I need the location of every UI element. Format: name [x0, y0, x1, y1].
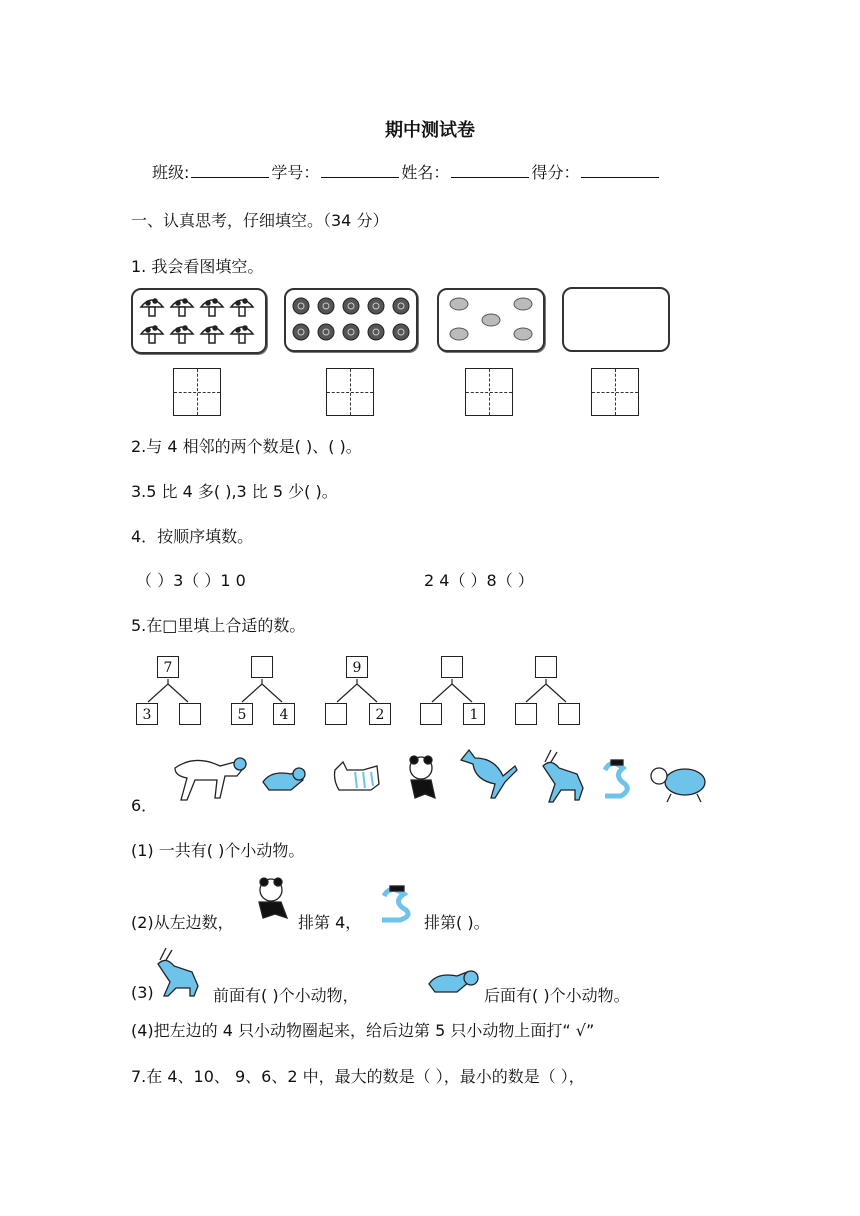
header-fields — [152, 160, 661, 183]
id-label: 学号： — [271, 163, 320, 182]
bond-1-top[interactable]: 7 — [157, 656, 179, 678]
turtle-icon — [651, 768, 705, 802]
answer-grid-3[interactable] — [465, 368, 513, 416]
panda-icon — [410, 756, 435, 798]
bond-1-left[interactable]: 3 — [136, 703, 158, 725]
bond-2-right[interactable]: 4 — [273, 703, 295, 725]
bond-5-right[interactable] — [558, 703, 580, 725]
question-6-4: (4)把左边的 4 只小动物圈起来，给后边第 5 只小动物上面打“ √” — [131, 1021, 595, 1040]
deer-icon — [152, 946, 210, 998]
bond-3-right[interactable]: 2 — [369, 703, 391, 725]
question-1: 1. 我会看图填空。 — [131, 257, 264, 276]
snake-icon — [378, 884, 422, 924]
score-label: 得分： — [531, 163, 580, 182]
bond-2-top[interactable] — [251, 656, 273, 678]
question-4-title: 4．按顺序填数。 — [131, 527, 254, 546]
question-6-1: (1) 一共有( )个小动物。 — [131, 841, 305, 860]
question-5-title: 5.在□里填上合适的数。 — [131, 616, 306, 635]
question-6-label: 6． — [131, 796, 158, 815]
question-6-3-middle: 前面有( )个小动物， — [213, 986, 359, 1005]
question-6-3-suffix: 后面有( )个小动物。 — [484, 986, 630, 1005]
class-blank[interactable] — [191, 161, 269, 178]
panda-icon — [253, 876, 293, 922]
answer-grid-2[interactable] — [326, 368, 374, 416]
bond-4-right[interactable]: 1 — [463, 703, 485, 725]
page-title: 期中测试卷 — [385, 120, 475, 141]
rose-icon — [286, 290, 416, 350]
deer-icon — [543, 750, 583, 802]
mushroom-group — [131, 288, 267, 354]
answer-grid-4[interactable] — [591, 368, 639, 416]
rose-group — [284, 288, 418, 352]
bond-3-left[interactable] — [325, 703, 347, 725]
name-label: 姓名： — [401, 163, 450, 182]
snake-icon — [605, 760, 627, 796]
bond-1-right[interactable] — [179, 703, 201, 725]
squirrel-group — [437, 288, 545, 352]
bond-5-top[interactable] — [535, 656, 557, 678]
question-4-row-1: （ ）3（ ）1 0 — [136, 571, 246, 590]
question-6-3-prefix: (3) — [131, 983, 154, 1002]
squirrel-icon — [439, 290, 543, 350]
animal-row — [165, 746, 725, 808]
bond-3-top[interactable]: 9 — [346, 656, 368, 678]
answer-grid-1[interactable] — [173, 368, 221, 416]
fox-icon — [263, 768, 305, 790]
bond-5-left[interactable] — [515, 703, 537, 725]
fox-icon — [427, 966, 483, 1000]
score-blank[interactable] — [581, 161, 659, 178]
question-6-2-middle: 排第 4， — [298, 913, 362, 932]
bond-4-left[interactable] — [420, 703, 442, 725]
mushroom-icon — [133, 290, 265, 352]
name-blank[interactable] — [451, 161, 529, 178]
bond-2-left[interactable]: 5 — [231, 703, 253, 725]
cat-icon — [335, 762, 380, 790]
question-7: 7.在 4、10、 9、6、2 中，最大的数是（ ），最小的数是（ ）， — [131, 1067, 585, 1086]
question-4-row-2: 2 4（ ）8（ ） — [424, 571, 534, 590]
kangaroo-icon — [461, 750, 517, 798]
question-3: 3.5 比 4 多( ),3 比 5 少( )。 — [131, 482, 338, 501]
question-6-2-suffix: 排第( )。 — [424, 913, 490, 932]
bond-4-top[interactable] — [441, 656, 463, 678]
horse-icon — [175, 758, 246, 800]
question-2: 2.与 4 相邻的两个数是( )、( )。 — [131, 437, 362, 456]
question-6-2-prefix: (2)从左边数， — [131, 913, 234, 932]
class-label: 班级: — [152, 163, 190, 182]
empty-picture-box — [562, 287, 670, 352]
section-one-heading: 一、认真思考，仔细填空。（34 分） — [131, 211, 389, 230]
id-blank[interactable] — [321, 161, 399, 178]
